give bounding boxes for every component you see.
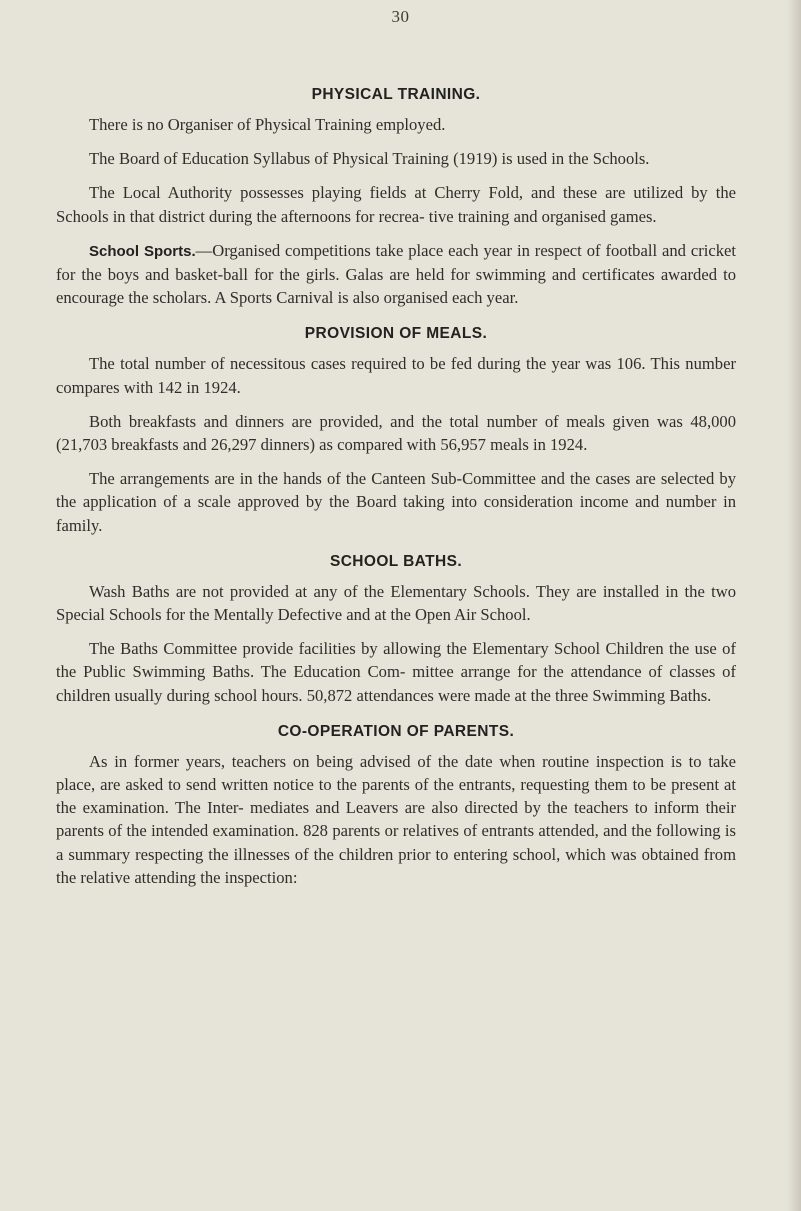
heading-physical-training: PHYSICAL TRAINING. xyxy=(311,86,481,103)
heading-cooperation-of-parents: CO-OPERATION OF PARENTS. xyxy=(277,722,515,740)
heading-provision-of-meals: PROVISION OF MEALS. xyxy=(304,325,488,343)
paragraph: The Local Authority possesses playing fields at Cherry Fold, and these are utilized by the Schools in that district during the afternoons for recrea- tive training and organised games. xyxy=(56,183,736,226)
paragraph: As in former years, teachers on being advised of the date when routine inspection is to take place, are asked to send written notice to the parents of the entrants, requesting them to be present at the examination. The Inter- mediates and Leavers are also directed by the teachers to inform their parents of the intended examination. 828 parents or relatives of entrants attended, and the following is a summary respecting the illnesses of the children prior to entering school, which was obtained from the relative attending the inspection: xyxy=(56,751,736,887)
paragraph: There is no Organiser of Physical Training employed. xyxy=(89,115,446,134)
page-content xyxy=(56,86,736,900)
paragraph: Both breakfasts and dinners are provided, and the total number of meals given was 48,000 (21,703 breakfasts and 26,297 dinners) as compared with 56,957 meals in 1924. xyxy=(56,411,736,455)
section-provision-of-meals xyxy=(56,325,736,536)
section-school-baths xyxy=(56,553,736,707)
paragraph: Wash Baths are not provided at any of the Elementary Schools. They are installed in the two Special Schools for the Mentally Defective and at the Open Air School. xyxy=(56,581,736,625)
paragraph: The arrangements are in the hands of the Canteen Sub-Committee and the cases are selected by the application of a scale approved by the Board taking into consideration income and number in family. xyxy=(56,469,736,535)
section-cooperation-of-parents xyxy=(56,723,736,889)
page-number: 30 xyxy=(391,7,410,26)
paragraph: The total number of necessitous cases required to be fed during the year was 106. This number compares with 142 in 1924. xyxy=(56,354,736,397)
heading-school-baths: SCHOOL BATHS. xyxy=(329,552,463,570)
paragraph-school-sports xyxy=(56,239,736,310)
run-in-heading-school-sports: School Sports. xyxy=(89,242,196,260)
paragraph-text: —Organised competitions take place each year in respect of football and cricket for the boys and basket-ball for the girls. Galas are held for swimming and certificates awarded to encourage the scholars. A Sports Carnival is also organised each year. xyxy=(56,240,737,308)
paragraph: The Board of Education Syllabus of Physical Training (1919) is used in the Schools. xyxy=(89,149,650,169)
section-physical-training xyxy=(56,86,736,309)
page-edge-shadow xyxy=(787,0,801,1211)
paragraph: The Baths Committee provide facilities by allowing the Elementary School Children the use of the Public Swimming Baths. The Education Com- mittee arrange for the attendance of classes of children usually during school hours. 50,872 attendances were made at the three Swimming Baths. xyxy=(56,639,736,705)
